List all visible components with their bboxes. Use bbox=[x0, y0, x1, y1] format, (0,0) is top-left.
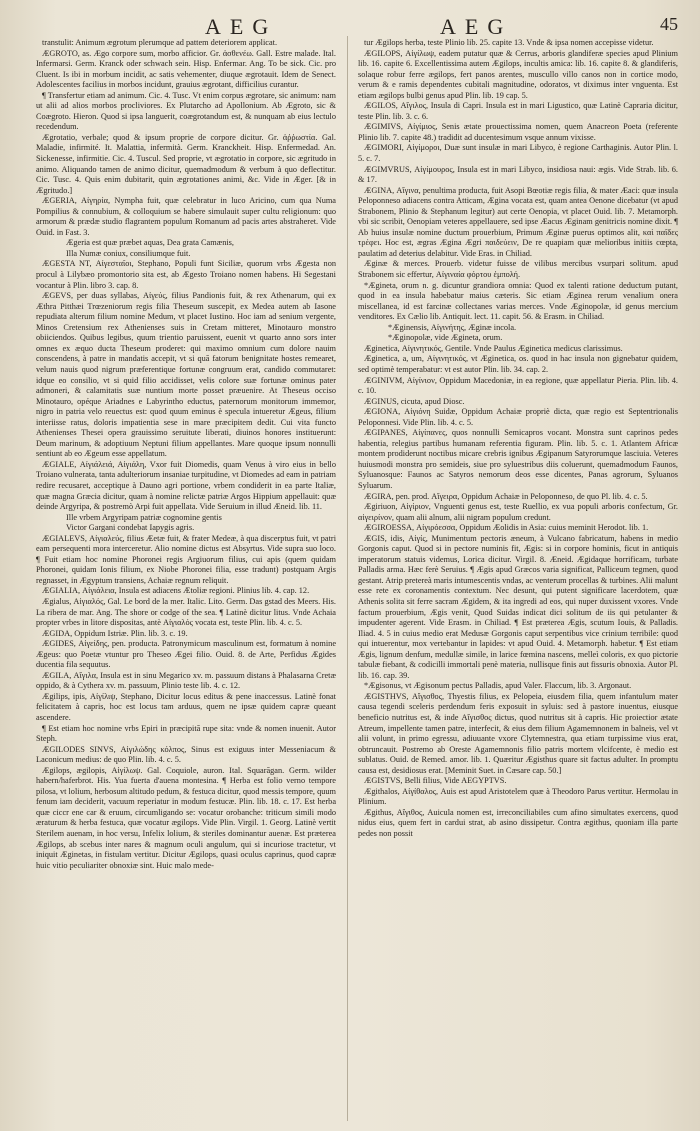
dictionary-entry: ÆGIDES, Αἰγείδης, pen. producta. Patronymicum masculinum est, formatum à nomine Ægeus: quo Poetæ vtuntur pro Theseo Ægei filio. Ouid. 8. de Arte, Perfidus Ægides ducentia fila sequutus. bbox=[36, 639, 336, 670]
dictionary-entry: ÆGILOPS, Αἰγίλωψ, eadem putatur quæ & Cerrus, arboris glandiferæ species apud Plinium lib. 16. capite 6. Excellentissima autem Ægilops, incultis amica: lib. 16. capite 8. & glandiferis, solaque robur ferre ægilops, fert panos arentes, muscullo villo canos non in cortice modo, verum & e ramis dependentes cubitali magnitudine, odoratos, vt diximus inter vnguenta. Est etiam ægilops bulbi genus apud Plin. lib. 19 cap. 5. bbox=[358, 48, 678, 100]
dictionary-entry: ÆGROTO, as. Ægo corpore sum, morbo afficior. Gr. ἀσθενέω. Gall. Estre malade. Ital. Infermarsi. Germ. Kranck oder schwach sein. Hisp. Enfermar. Ang. To be sick. Cic. pro Cluent. Is ibi in morbum incidit, ac satis vehementer, diuque ægrotauit. Idem de Senect. Adolescentes facilius in morbos incidunt, grauius ægrotant, difficilius curantur. bbox=[36, 48, 336, 90]
running-header bbox=[0, 14, 700, 39]
dictionary-entry: Ægrotatio, verbale; quod & ipsum proprie de corpore dicitur. Gr. ἀῤῥωστία. Gal. Maladie, infirmité. It. Malattia, infermità. Germ. Kranckheit. Hisp. Enfermedad. An. Sickenesse, infirmitie. Cic. 4. Tuscul. Sed proprie, vt ægrotatio in corpore, sic ægritudo in animo. Aliquando tamen de animo dicitur, quemadmodum & verbum à quo deflectitur. Cic. Tusc. 4. Quis enim dubitarit, quin ægrotationes animi, &c. Vide in Æger. [& in Ægritudo.] bbox=[36, 132, 336, 195]
dictionary-entry: ÆGIMVRUS, Αἰγίμουρος, Insula est in mari Libyco, insidiosa naui: ægis. Vide Strab. lib. 6. & 17. bbox=[358, 164, 678, 185]
dictionary-entry: ÆGIDA, Oppidum Istriæ. Plin. lib. 3. c. 19. bbox=[42, 628, 188, 638]
dictionary-entry: Æginæ & merces. Prouerb. videtur fuisse de vilibus mercibus vsurpari solitum. apud Strabonem sic effertur, Αἰγιναία φόρτου ἐμπολή. bbox=[358, 259, 678, 280]
dictionary-entry: Ægithalos, Αἰγίθαλος, Auis est apud Aristotelem quæ à Theodoro Parus vertitur. Hermolau in Plinium. bbox=[358, 786, 678, 807]
dictionary-entry: ÆGIALE, Αἰγιάλειά, Αἰγιάλη, Vxor fuit Diomedis, quam Venus à viro eius in bello Troiano vulnerata, tanta adulteriorum insaniae turpitudine, vt Diomedes ad eam in patriam redire recusaret, acceptique à Dauno agri portione, vrbem condiderit in ea parte Italiæ, quæ magna Græcia dicitur, quam à nomine relictæ patriæ Argos Hippium appellauit: quæ deinde Argyripa, & postremò Arpi fuit appellata. Vide Seruium in illud Æneid. lib. 11. bbox=[36, 459, 336, 512]
dictionary-entry: Victor Gargani condebat Iapygis agris. bbox=[66, 523, 195, 533]
dictionary-entry: ÆGIROESSA, Αἰγιρόεσσα, Oppidum Æolidis in Asia: cuius meminit Herodot. lib. 1. bbox=[364, 523, 649, 533]
dictionary-entry: ÆGISTVS, Belli filius, Vide AEGYPTVS. bbox=[364, 776, 507, 786]
dictionary-entry: *Æginensis, Αἰγινήτης, Æginæ incola. bbox=[388, 322, 517, 332]
dictionary-entry: ÆGILODES SINVS, Αἰγιλώδης κόλπος, Sinus est exiguus inter Messeniacum & Laconicum medius: de quo Plin. lib. 4. c. 5. bbox=[36, 744, 336, 765]
dictionary-entry: tur Ægilops herba, teste Plinio lib. 25. capite 13. Vnde & ipsa nomen accepisse videtur. bbox=[364, 38, 654, 47]
dictionary-entry: Ægeria est quæ præbet aquas, Dea grata Camænis, bbox=[66, 238, 234, 248]
dictionary-entry: ÆGESTA NT, Αἰγεσταῖοι, Stephano, Populi funt Siciliæ, quorum vrbs Ægesta non procul à Lilybæo promontorio sita est, ab Ægesto Troiano nomen habens. Hi Segestani vocantur à Plin. libro 3. cap. 8. bbox=[36, 259, 336, 290]
dictionary-entry: ¶ Transfertur etiam ad animum. Cic. 4. Tusc. Vt enim corpus ægrotare, sic animum: nam ut alii ad alios morbos procliviores. Ex Plutarcho ad Apollonium. Ab Ægroto, sic & Coægroto. Hieron. Quod si ipsa languerit, coægrotandum est, & nunquam ab eius lectulo recedendum. bbox=[36, 90, 336, 132]
dictionary-entry: Ille vrbem Argyripam patriæ cognomine gentis bbox=[66, 512, 222, 522]
dictionary-entry: ÆGINUS, cicuta, apud Diosc. bbox=[364, 396, 465, 406]
dictionary-entry: ÆGIPANES, Αἰγίπανες, quos nonnulli Semicapros vocant. Monstra sunt caprinos pedes habentia, relegius partibus humanam referentia figuram. Plin. lib. 5. c. 1. Atlantem Africæ montem prodiderunt noctibus micare crebris ignibus Ægipanum Satyrorumque lasciuia. Veteres huiusmodi monstra pro semideis, siue pro syluestribus diis coluerunt, quemadmodum Faunos, Syluanosque: Faunos ac Satyros nemorum deos esse dicentes, Panas agrorum, Syluanos Syluarum. bbox=[358, 428, 678, 490]
dictionary-entry: Illa Numæ coniux, consiliumque fuit. bbox=[66, 248, 191, 258]
dictionary-entry: ÆGILA, Αἴγιλα, Insula est in sinu Megarico xv. m. passuum distans à Phalasarna Cretæ oppido, & à Cythera xv. m. passuum, Plinio teste lib. 4. c. 12. bbox=[36, 670, 336, 691]
column-divider bbox=[347, 36, 348, 1121]
dictionary-entry: Æginetica, Αἰγινητικός, Gentile. Vnde Paulus Æginetica medicus clarissimus. bbox=[364, 343, 623, 353]
page-number: 45 bbox=[660, 14, 678, 34]
right-header-title: AEG bbox=[440, 14, 513, 39]
dictionary-entry: ÆGIMORI, Αἰγίμοροι, Duæ sunt insulæ in mari Libyco, è regione Carthaginis. Autor Plin. l. 5. c. 7. bbox=[358, 143, 678, 164]
dictionary-entry: ÆGIMIVS, Αἰγίμιος, Senis ætate prouectissima nomen, quem Anacreon Poeta (referente Plinio lib. 7. capite 48.) tradidit ad ducentesimum vsque annum vixisse. bbox=[358, 122, 678, 142]
dictionary-entry: ÆGERIA, Αἰγηρία, Nympha fuit, quæ celebratur in luco Aricino, cum qua Numa Pompilius & connubium, & colloquium se habere simulauit super cultu religionum: quo armorum & prædæ studio flagrantem populum Romanum ad pacis artes abstraheret. Vide Ouid. in Fast. 3. bbox=[36, 196, 336, 237]
dictionary-entry: ÆGINIVM, Αἰγίνιον, Oppidum Macedoniæ, in ea regione, quæ appellatur Pieria. Plin. lib. 4. c. 10. bbox=[358, 375, 678, 396]
dictionary-entry: ÆGIALEVS, Αἰγιαλεύς, filius Æetæ fuit, & frater Medeæ, à qua discerptus fuit, vt patri eam persequenti mora interceretur. Alio nomine dictus est Absyrtus. Vide supra suo loco. ¶ Fuit etiam hoc nomine Phoronei regis Argiuorum filius, cui apis (quem quidam Phoronei, quidam Ionis filium, ex Niobe Phoronei filia, esse tradunt) postquam Argis regnasset, in Ægyptum transiens, Achaiæ regnum reliquit. bbox=[36, 533, 336, 585]
dictionary-entry: ÆGISTHVS, Αἴγισθος, Thyestis filius, ex Pelopeia, eiusdem filia, quem infantulum mater causa tegendi sceleris perdendum feris exposuit in syluis: sed à pastore inuentus, eiusque beneficio nutritus est, & inde Αἴγισθος dictus, quod nutritus sit à capris. Hic proiectior ætate Atreum, impellente tamen patre, interfecit, & eius dem filium Agamemnonem in balneis, vel vt alii volunt, in primo egressu, adiuuante vxore Clytemnestra, qua etiam turpissime vius erat, obtruncauit. Postremo ab Oreste Agamemnonis filio patris mortem vlcifcente, è medio est sublatus. Ouid. de Remed. amor. lib. 1. Quæritur Ægisthus quare sit factus adulter. In promptu causa est, desidiosus erat. [Meminit Suet. in Cæsare cap. 50.] bbox=[358, 691, 678, 775]
dictionary-entry: ÆGEVS, per duas syllabas, Αἰγεύς, filius Pandionis fuit, & rex Athenarum, qui ex Æthra Pitthæi Trœzeniorum regis filia Theseum suscepit, ex Medea autem ab Iasone repudiata alterum filium nomine Medum, vt placet Iustino. Hoc iam ad senium vergente, Minos Cretensium rex Athenienses suis in Cretam mitteret, Minotauro monstro obiiciendos. Quibus legibus, quum trientio paruissent, euenit vt quarto anno sors inter omnes ex æquo ducta Theseum proderet: qui maximo omnium cum dolore nauim conscendens, à patre in mandatis accepit, vt si quā fatorum benignitate hostes remearet, velum nauis quod nigrum præferentique fortunæ congruum erat, candido commutaret: idque eo consilio, vt si quid filio accidisset, velis colore suæ fortunæ ominus pater admoneri, & calamitatis suæ nuntium morte posset præuenire. At Theseus occiso Minotauro, opéque Ariadnes e Labyrintho eductus, paternorum monitorum immemor, nigro in patria velo reuectus est: quod quum eminus è specula intueretur Ægeus, filium interiisse ratus, doloris impatientia sese in mare præcipitem dedit. Cui vita functo Athenienses Thesei opera grauissimo seruitute liberati, diuinos honores instituerunt: Deum marinum, & adoptiuum Neptuni filium appellantes. Mare quoque ipsum nonnulli sentiunt ab eo Ægeum esse appellatum. bbox=[36, 291, 336, 459]
left-header-title: AEG bbox=[205, 14, 278, 39]
dictionary-entry: *Æginopolæ, vide Ægineta, orum. bbox=[388, 333, 503, 343]
dictionary-entry: Ægialus, Αἰγιαλός, Gal. Le bord de la mer. Italic. Lito. Germ. Das gstad des Meers. His. La ribera de mar. Ang. The shore or codge of the sea. ¶ Latinè dicitur litus. Vnde Achaia propter vrbes in litore dispositas, antè Αἰγιαλός vocata est, teste Plin. lib. 4. c. 5. bbox=[36, 596, 336, 628]
left-column bbox=[36, 38, 336, 1123]
dictionary-entry: ¶ Est etiam hoc nomine vrbs Epiri in præcipitā rupe sita: vnde & nomen inuenit. Autor Steph. bbox=[36, 723, 336, 744]
dictionary-entry: Ægilips, ipis, Αἰγίλιψ, Stephano, Dicitur locus editus & pene inaccessus. Latinè fonat felicitatem à capris, hoc est locus tam arduus, quem ne ipsæ quidem capræ queant ascendere. bbox=[36, 691, 336, 722]
dictionary-entry: ÆGILOS, Αἴγιλος, Insula di Capri. Insula est in mari Ligustico, quæ Latinè Capraria dicitur, teste Plin. lib. 3. c. 6. bbox=[358, 101, 678, 121]
dictionary-entry: Ægiriuon, Αἰγίριον, Vnguenti genus est, teste Ruellio, ex vua populi arboris confectum, Gr. αἰγειρίνον, quam alii alnum, alii nigram populum credunt. bbox=[358, 502, 678, 522]
dictionary-entry: Æginetica, a, um, Αἰγινητικός, vt Æginetica, os. quod in hac insula non gignebatur quidem, sed optimè temperabatur: vt est autor Plin. lib. 34. cap. 2. bbox=[358, 354, 678, 374]
dictionary-entry: ÆGIALIA, Αἰγιάλεια, Insula est adiacens Ætoliæ regioni. Plinius lib. 4. cap. 12. bbox=[42, 586, 310, 596]
right-column bbox=[358, 38, 678, 1123]
dictionary-entry: ÆGIONA, Αἰγιόνη Suidæ, Oppidum Achaiæ propriè dicta, quæ regio est Septentrionalis Peloponnesi. Vide Plin. lib. 4. c. 5. bbox=[358, 407, 678, 427]
dictionary-entry: *Ægisonus, vt Ægisonum pectus Palladis, apud Valer. Flaccum, lib. 3. Argonaut. bbox=[364, 681, 632, 691]
dictionary-entry: *Ægineta, orum n. g. dicuntur grandiora omnia: Quod ex talenti ratione deductum putant, quod in ea insula habebatur maius cæteris. Sic etiam Æginea rerum venalium onera miscellanea, id est farcinæ collectanes varias merces. Vnde Æginopolæ, id genus mercium venditores. Ex Cælio lib. Antiquit. lect. 11. capit. 56. & Erasm. in Chiliad. bbox=[358, 280, 678, 322]
dictionary-entry: ÆGIRA, pen. prod. Αἴγειρα, Oppidum Achaiæ in Peloponneso, de quo Pl. lib. 4. c. 5. bbox=[364, 491, 648, 501]
dictionary-entry: Ægilops, ægilopis, Αἰγίλωψ. Gal. Coquiole, auron. Ital. Squarāgan. Germ. wilder habern/haferbrot. His. Yua fuerta d'auena montesina. ¶ Herba est folio verno tempore pilosa, vt lolium, herbosum altitudo pedum, & festuca dicitur, quod messis tempore, quum fenum iam deciderit, vacuum reperiatur in modum festucæ. Plin. lib. 18. c. 17. Est herba quæ ciccr ene car & eruum, circumligando se: vocatur orobanche: triticum simili modo æraturum & herba festuca, quæ vocatur ægilops. Vide Plin. Virgil. 1. Georg. Latinè vertit Sterilem auenam, in hoc versu, Infelix lolium, & steriles dominantur auenæ. Est præterea Ægilops, ab scebus inter nares & magnum oculi angulum, qui si incuriose tractetur, vt iniquit Æginetas, in fistulam vertitur. Dicitur Ægilops, quasi oculus caprinus, quod capræ huic vitio peculiariter obnoxiæ sint. Huic malo mede- bbox=[36, 765, 336, 870]
dictionary-entry: Ægithus, Αἴγιθος, Auicula nomen est, irreconciliabiles cum afino simultates exercens, quod nidus eius, quem fert in cardui strat, ab asino dissipetur. Contra ægithus, quoniam illa parte pedes non possit bbox=[358, 807, 678, 839]
dictionary-entry: ÆGINA, Αἴγινα, penultima producta, fuit Asopi Bœotiæ regis filia, & mater Æaci: quæ insula Peloponneso adiacens contra Atticam, Ægina vocata est, quam antea Oenone dicebatur (vt apud Strabonem, Plinio & Stephanum legitur) aut certe Oenopia, vt placet Ouid. lib. 7. Metamorph. vbi sic scribit, Oenopiam veteres appellauere, sed ipse Æacus Æginam genitricis nomine dixit. ¶ Ab huius insulæ nomine ductum prouerbium, Primum Æginæ puerus optimos alit, καὶ παῖδες τρέφει. Hoc est, ægras Ægina Ægri παιδεύειν, De re quapiam quæ melioribus initiis cœpta, paulatim ad deterius delabitur. Vide Eras. in Chiliad. bbox=[358, 185, 678, 258]
dictionary-entry: transtulit: Animum ægrotum plerumque ad pattem deteriorem applicat. bbox=[42, 38, 278, 47]
dictionary-entry: ÆGIS, idis, Αἰγίς, Munimentum pectoris æneum, à Vulcano fabricatum, habens in medio Gorgonis caput. Quod si in pectore numinis fit, Ægis: si in corpore hominis, ficut in antiquis imperatorum statuis videmus, Lorica dicitur. Virgil. 8. Æneid. Ægidaque horrificam, turbate Palladis arma. Hæc ferè Seruius. ¶ Ægis apud Græcos varia significat, Palliceum tegmen, quod gestant. Atrip pretereà maris intumescentis vndas, ac venterum procellas & turbines. Alii malunt esse rete ex coronamentis contextum. Nec desunt, qui putent significare lacerdotem, quæ Athenis solita sit ferre sacram Ægidem, & ita ingredi ad eos, qui nuper duxissent vxores. Vnde factum prouerbium, Ægis venit, Quod Suidas indicat dici solitum de iis qui petulanter & impudenter agerent. Vide Erasm. in Chiliad. ¶ Est præterea Ægis, scutum Iouis, & Palladis. Iliad. 4. 5 in cuius medio erat Medusæ Gorgonis caput serpentibus vice crinium terribile: quod qui intuerentur, mox vertebantur in lapides: vt apud Ouid. 4. Metamorph. habetur. ¶ Est etiam Ægis, lignum denfum, medullæ simile, in larice fœmina nascens, melleì coloris, ex quo pictorie tabulæ fiebant, & codicilli immortali penè materia, nullisque finis aut fissuris obnoxia. Autor Pl. lib. 16. cap. 39. bbox=[358, 533, 678, 680]
